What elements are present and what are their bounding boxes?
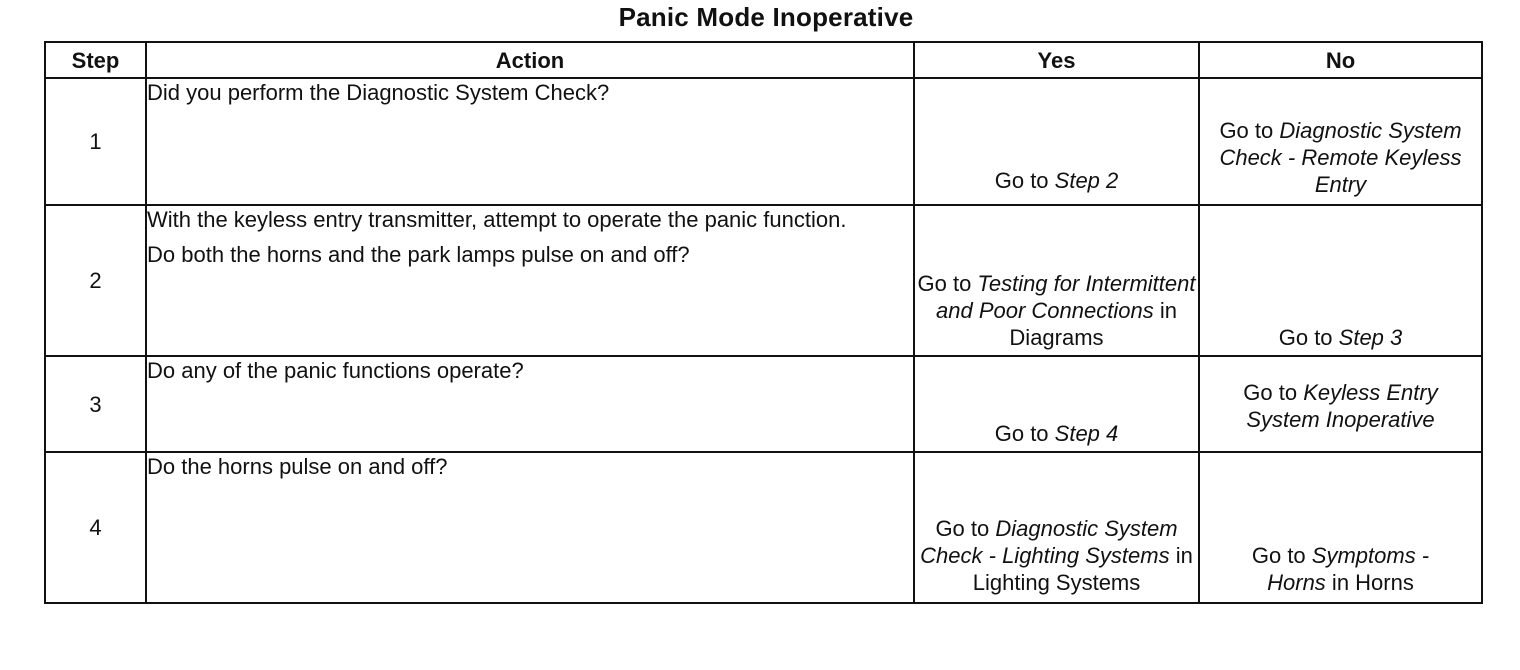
no-suffix: in Horns <box>1325 570 1414 595</box>
step-number: 2 <box>45 205 146 356</box>
table-row <box>45 78 1482 205</box>
yes-text: Go to <box>994 168 1055 193</box>
header-no: No <box>1199 42 1482 78</box>
yes-cell <box>914 356 1199 452</box>
yes-cell <box>914 452 1199 603</box>
yes-link[interactable]: Step 2 <box>1054 168 1119 193</box>
table-header-row <box>45 42 1482 78</box>
step-number: 3 <box>45 356 146 452</box>
table-row <box>45 356 1482 452</box>
no-cell <box>1199 356 1482 452</box>
header-action: Action <box>146 42 914 78</box>
yes-cell <box>914 78 1199 205</box>
header-step: Step <box>45 42 146 78</box>
no-text: Go to <box>1219 118 1280 143</box>
no-link[interactable]: Symptoms - Horns <box>1267 543 1430 595</box>
yes-text: Go to <box>994 421 1055 446</box>
table-row <box>45 452 1482 603</box>
no-cell <box>1199 452 1482 603</box>
action-text: Did you perform the Diagnostic System Check? <box>147 80 610 105</box>
no-text: Go to <box>1251 543 1312 568</box>
action-cell <box>146 78 914 205</box>
action-text: Do the horns pulse on and off? <box>147 454 448 479</box>
header-yes: Yes <box>914 42 1199 78</box>
page-title: Panic Mode Inoperative <box>618 2 914 32</box>
diagnostic-table <box>44 41 1483 604</box>
yes-link[interactable]: Step 4 <box>1054 421 1119 446</box>
step-number: 4 <box>45 452 146 603</box>
table-row <box>45 205 1482 356</box>
yes-cell <box>914 205 1199 356</box>
yes-suffix: in Lighting Systems <box>972 543 1193 595</box>
action-text: With the keyless entry transmitter, attempt to operate the panic function. <box>147 207 847 232</box>
no-link[interactable]: Keyless Entry System Inoperative <box>1246 380 1438 432</box>
action-cell <box>146 452 914 603</box>
yes-text: Go to <box>917 271 978 296</box>
no-cell <box>1199 78 1482 205</box>
no-link[interactable]: Step 3 <box>1338 325 1403 350</box>
action-question: Do both the horns and the park lamps pulse on and off? <box>147 242 690 267</box>
yes-link[interactable]: Testing for Intermittent and Poor Connections <box>936 271 1196 323</box>
yes-text: Go to <box>935 516 996 541</box>
no-link[interactable]: Diagnostic System Check - Remote Keyless Entry <box>1219 118 1462 197</box>
no-text: Go to <box>1278 325 1339 350</box>
yes-suffix: in Diagrams <box>1009 298 1177 350</box>
action-text: Do any of the panic functions operate? <box>147 358 524 383</box>
no-cell <box>1199 205 1482 356</box>
action-cell <box>146 356 914 452</box>
action-cell <box>146 205 914 356</box>
no-text: Go to <box>1243 380 1304 405</box>
yes-link[interactable]: Diagnostic System Check - Lighting Systems <box>920 516 1178 568</box>
step-number: 1 <box>45 78 146 205</box>
